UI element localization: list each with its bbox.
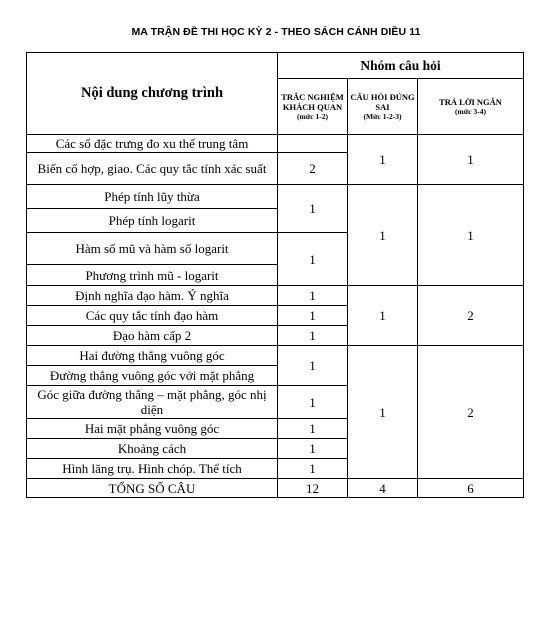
cell-tl-value: 1 — [418, 135, 524, 185]
header-content: Nội dung chương trình — [27, 53, 278, 135]
row-content: Biến cố hợp, giao. Các quy tắc tính xác suất — [27, 153, 278, 185]
row-content: Đạo hàm cấp 2 — [27, 326, 278, 346]
exam-matrix-table — [26, 52, 524, 498]
cell-tn-value: 1 — [278, 185, 348, 233]
row-content: Phương trình mũ - logarit — [27, 265, 278, 286]
row-content: Định nghĩa đạo hàm. Ý nghĩa — [27, 286, 278, 306]
cell-tn-value: 1 — [278, 346, 348, 386]
page-title: MA TRẬN ĐỀ THI HỌC KỲ 2 - THEO SÁCH CÁNH DIỀU 11 — [131, 26, 421, 38]
total-ds: 4 — [348, 479, 418, 498]
cell-tl-value: 2 — [418, 286, 524, 346]
row-content: Khoảng cách — [27, 439, 278, 459]
cell-tn-value: 2 — [278, 153, 348, 185]
row-content: Góc giữa đường thẳng – mặt phẳng, góc nhị diện — [27, 386, 278, 419]
total-tn: 12 — [278, 479, 348, 498]
header-col-tl: TRẢ LỜI NGẮN (mức 3-4) — [418, 79, 524, 135]
header-col-ds: CÂU HỎI ĐÚNG SAI (Mức 1-2-3) — [348, 79, 418, 135]
cell-ds-value: 1 — [348, 185, 418, 286]
cell-tl-value: 1 — [418, 185, 524, 286]
cell-tn-value: 1 — [278, 306, 348, 326]
cell-tn-value: 1 — [278, 326, 348, 346]
cell-tn-value: 1 — [278, 386, 348, 419]
cell-tl-value: 2 — [418, 346, 524, 479]
cell-tn-value: 1 — [278, 286, 348, 306]
row-content: Hình lăng trụ. Hình chóp. Thể tích — [27, 459, 278, 479]
row-content: Các số đặc trưng đo xu thế trung tâm — [27, 135, 278, 153]
total-label: TỔNG SỐ CÂU — [27, 479, 278, 498]
row-content: Đường thẳng vuông góc với mặt phẳng — [27, 366, 278, 386]
row-content: Hai mặt phẳng vuông góc — [27, 419, 278, 439]
row-content: Hai đường thẳng vuông góc — [27, 346, 278, 366]
cell-ds-value: 1 — [348, 346, 418, 479]
row-content: Các quy tắc tính đạo hàm — [27, 306, 278, 326]
header-question-group: Nhóm câu hỏi — [278, 53, 524, 79]
cell-tn-empty — [278, 135, 348, 153]
cell-ds-value: 1 — [348, 286, 418, 346]
row-content: Hàm số mũ và hàm số logarit — [27, 233, 278, 265]
row-content: Phép tính lũy thừa — [27, 185, 278, 209]
cell-tn-value: 1 — [278, 419, 348, 439]
cell-tn-value: 1 — [278, 459, 348, 479]
cell-tn-value: 1 — [278, 439, 348, 459]
total-tl: 6 — [418, 479, 524, 498]
header-col-tn: TRẮC NGHIỆM KHÁCH QUAN (mức 1-2) — [278, 79, 348, 135]
cell-ds-value: 1 — [348, 135, 418, 185]
row-content: Phép tính logarit — [27, 209, 278, 233]
cell-tn-value: 1 — [278, 233, 348, 286]
